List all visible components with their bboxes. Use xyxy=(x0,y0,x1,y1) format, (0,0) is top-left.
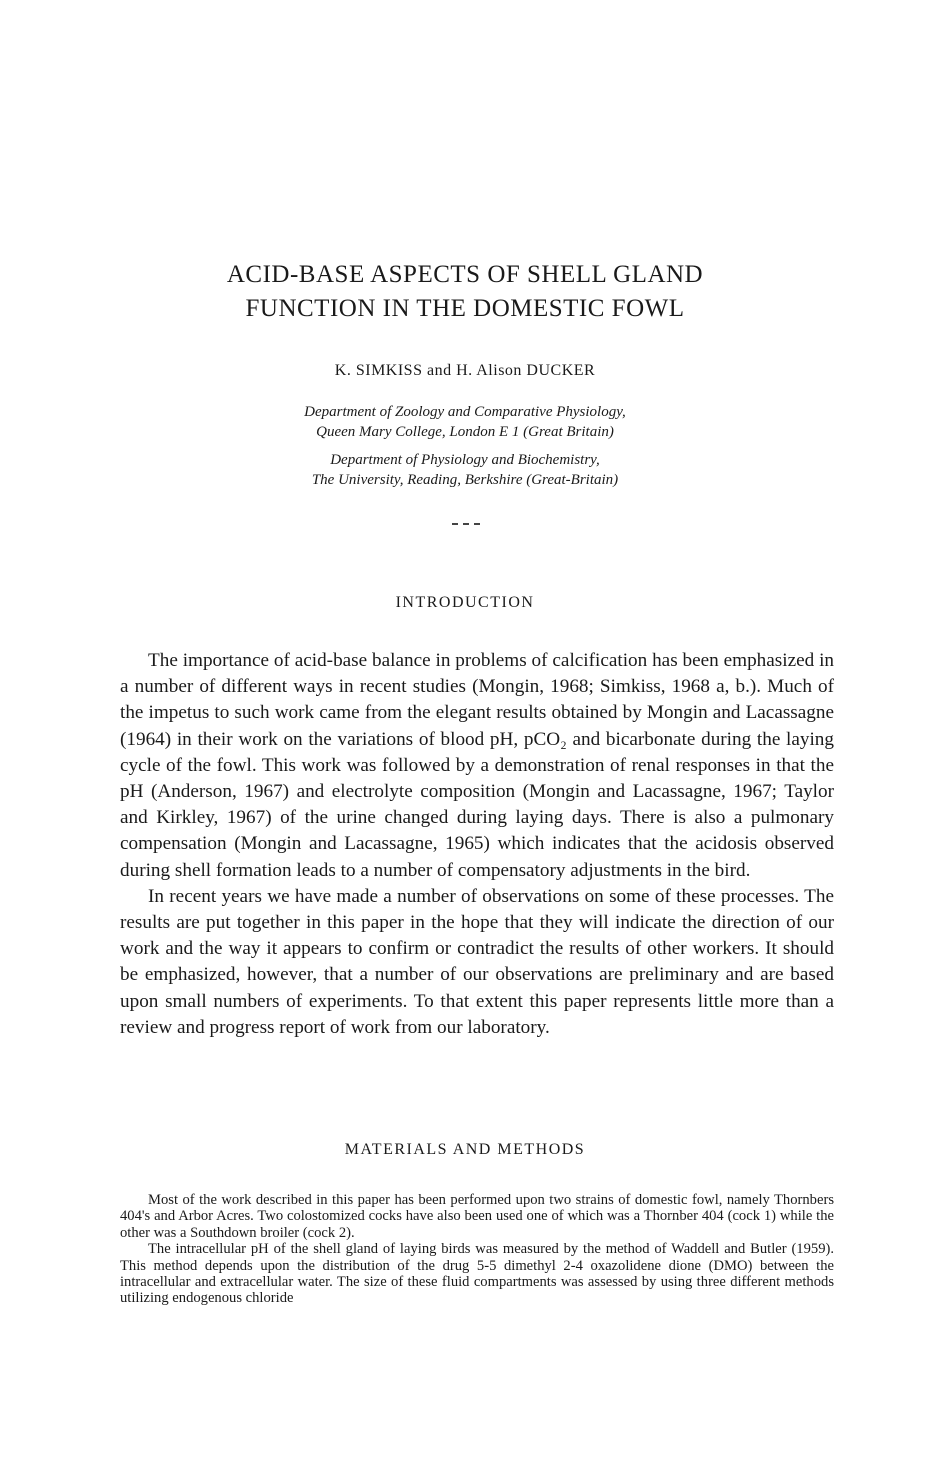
section-divider xyxy=(452,523,480,525)
affiliation-1 xyxy=(0,402,930,442)
title-line-2: FUNCTION IN THE DOMESTIC FOWL xyxy=(245,295,685,322)
methods-body xyxy=(120,1192,834,1307)
introduction-paragraph-1: The importance of acid-base balance in problems of calcification has been emphasized in a number of different ways in recent studies (Mongin, 1968; Simkiss, 1968 a, b.). Much of the impetus to such work came from the elegant results obtained by Mongin and Lacassagne (1964) in their work on the variations of blood pH, pCO₂ and bicarbonate during the laying cycle of the fowl. This work was followed by a demonstration of renal responses in that the pH (Anderson, 1967) and electrolyte composition (Mongin and Lacassagne, 1967; Taylor and Kirkley, 1967) of the urine changed during laying days. There is also a pulmonary compensation (Mongin and Lacassagne, 1965) which indicates that the acidosis observed during shell formation leads to a number of compensatory adjustments in the bird. xyxy=(120,650,834,881)
affiliation-1-line-1: Department of Zoology and Comparative Physiology, xyxy=(304,404,626,420)
title-line-1: ACID-BASE ASPECTS OF SHELL GLAND xyxy=(226,261,704,288)
affiliation-2 xyxy=(0,450,930,490)
affiliation-1-line-2: Queen Mary College, London E 1 (Great Britain) xyxy=(316,424,614,440)
methods-heading: MATERIALS AND METHODS xyxy=(344,1141,586,1158)
introduction-body xyxy=(120,648,834,1041)
affiliation-2-line-1: Department of Physiology and Biochemistry, xyxy=(330,452,600,468)
methods-paragraph-2: The intracellular pH of the shell gland of laying birds was measured by the method of Waddell and Butler (1959). This method depends upon the distribution of the drug 5-5 dimethyl 2-4 oxazolidene dione (DMO) between the intracellular and extracellular water. The size of these fluid compartments was assessed by using three different methods utilizing endogenous chloride xyxy=(120,1241,834,1307)
author-line: K. SIMKISS and H. Alison DUCKER xyxy=(334,362,596,379)
introduction-heading: INTRODUCTION xyxy=(395,594,535,611)
affiliation-2-line-2: The University, Reading, Berkshire (Great-Britain) xyxy=(311,472,619,488)
methods-paragraph-1: Most of the work described in this paper has been performed upon two strains of domestic fowl, namely Thornbers 404's and Arbor Acres. Two colostomized cocks have also been used one of which was a Thornber 404 (cock 1) while the other was a Southdown broiler (cock 2). xyxy=(120,1192,834,1241)
introduction-paragraph-2: In recent years we have made a number of observations on some of these processes. The results are put together in this paper in the hope that they will indicate the direction of our work and the way it appears to confirm or contradict the results of other workers. It should be emphasized, however, that a number of our observations are preliminary and are based upon small numbers of experiments. To that extent this paper represents little more than a review and progress report of work from our laboratory. xyxy=(120,885,834,1038)
paper-title xyxy=(0,258,930,326)
